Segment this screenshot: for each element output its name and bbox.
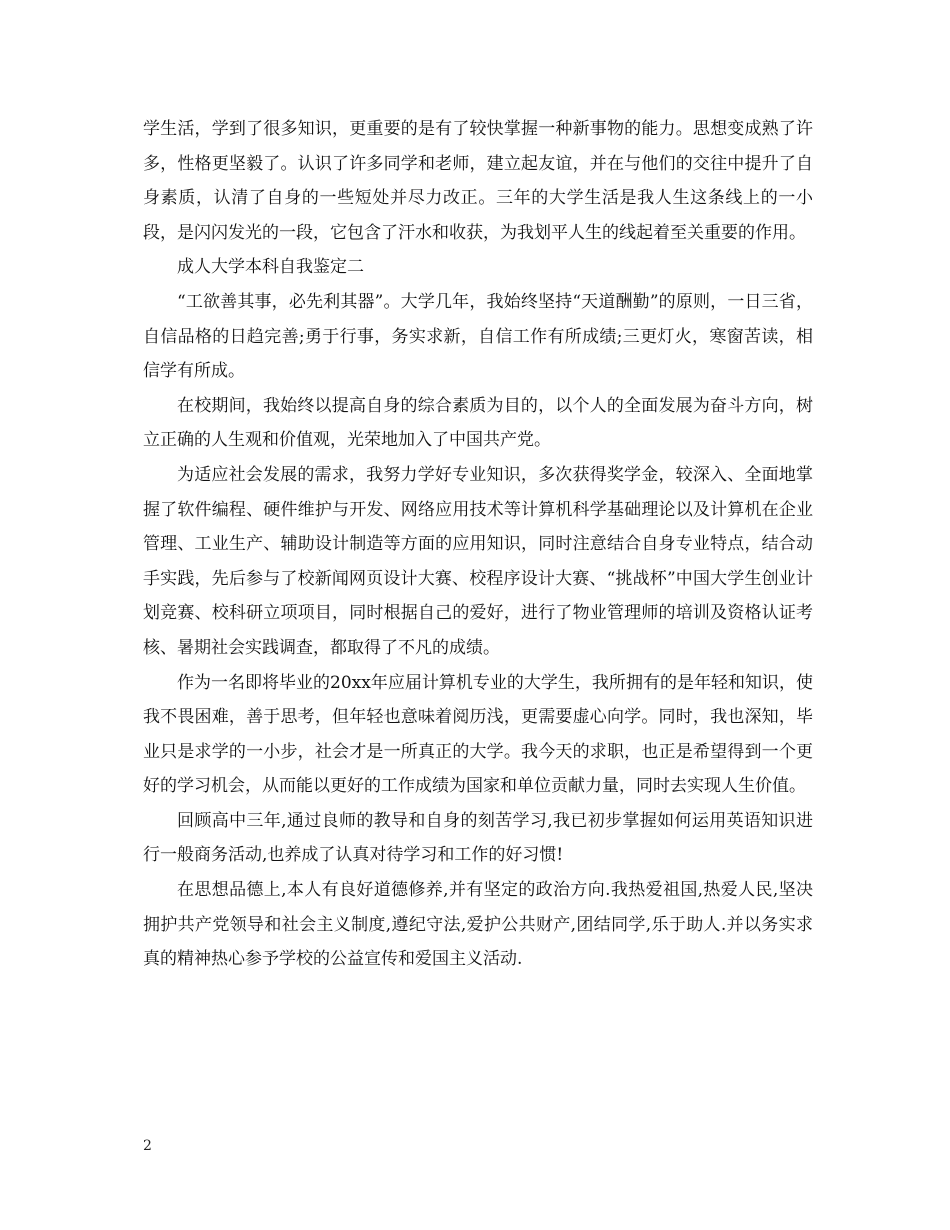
paragraph: 为适应社会发展的需求，我努力学好专业知识，多次获得奖学金，较深入、全面地掌握了软件编程、硬件维护与开发、网络应用技术等计算机科学基础理论以及计算机在企业管理、工业生产、辅助设计制造等方面的应用知识，同时注意结合自身专业特点，结合动手实践，先后参与了校新闻网页设计大赛、校程序设计大赛、“挑战杯”中国大学生创业计划竞赛、校科研立项项目，同时根据自己的爱好，进行了物业管理师的培训及资格认证考核、暑期社会实践调查，都取得了不凡的成绩。 <box>143 464 813 658</box>
body-text <box>143 112 813 977</box>
paragraph: 回顾高中三年,通过良师的教导和自身的刻苦学习,我已初步掌握如何运用英语知识进行一般商务活动,也养成了认真对待学习和工作的好习惯! <box>143 810 813 866</box>
paragraph-continuation: 学生活，学到了很多知识，更重要的是有了较快掌握一种新事物的能力。思想变成熟了许多，性格更坚毅了。认识了许多同学和老师，建立起友谊，并在与他们的交往中提升了自身素质，认清了自身的一些短处并尽力改正。三年的大学生活是我人生这条线上的一小段，是闪闪发光的一段，它包含了汗水和收获，为我划平人生的线起着至关重要的作用。 <box>143 119 813 243</box>
paragraph: “工欲善其事，必先利其器”。大学几年，我始终坚持“天道酬勤”的原则，一日三省，自信品格的日趋完善;勇于行事，务实求新，自信工作有所成绩;三更灯火，寒窗苦读，相信学有所成。 <box>143 291 813 382</box>
paragraph: 在思想品德上,本人有良好道德修养,并有坚定的政治方向.我热爱祖国,热爱人民,坚决拥护共产党领导和社会主义制度,遵纪守法,爱护公共财产,团结同学,乐于助人.并以务实求真的精神热心参予学校的公益宣传和爱国主义活动. <box>143 880 813 970</box>
paragraph: 在校期间，我始终以提高自身的综合素质为目的，以个人的全面发展为奋斗方向，树立正确的人生观和价值观，光荣地加入了中国共产党。 <box>143 395 813 451</box>
paragraph: 作为一名即将毕业的20xx年应届计算机专业的大学生，我所拥有的是年轻和知识，使我不畏困难，善于思考，但年轻也意味着阅历浅，更需要虚心向学。同时，我也深知，毕业只是求学的一小步，社会才是一所真正的大学。我今天的求职，也正是希望得到一个更好的学习机会，从而能以更好的工作成绩为国家和单位贡献力量，同时去实现人生价值。 <box>143 672 813 797</box>
page-number: 2 <box>143 1138 152 1154</box>
section-heading: 成人大学本科自我鉴定二 <box>177 257 364 278</box>
